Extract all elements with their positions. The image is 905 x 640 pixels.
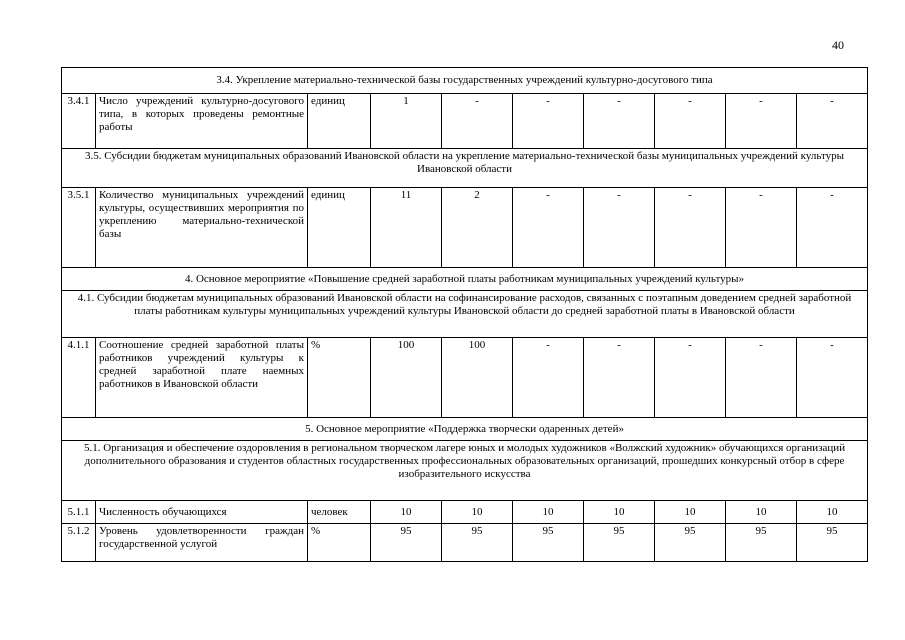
- indicators-table: [61, 67, 868, 562]
- indicator-value: 11: [371, 188, 442, 268]
- indicator-row: [62, 524, 868, 562]
- section-row: [62, 149, 868, 188]
- indicator-value: 100: [442, 338, 513, 418]
- indicator-unit: единиц: [308, 188, 371, 268]
- section-row: [62, 441, 868, 501]
- indicator-value: 95: [655, 524, 726, 562]
- indicator-value: 95: [584, 524, 655, 562]
- indicator-value: 10: [513, 501, 584, 524]
- indicator-value: 10: [726, 501, 797, 524]
- indicator-unit: %: [308, 524, 371, 562]
- indicator-value: 95: [726, 524, 797, 562]
- indicator-value: 10: [371, 501, 442, 524]
- indicator-value: -: [655, 338, 726, 418]
- indicator-number: 3.4.1: [62, 94, 96, 149]
- indicator-unit: человек: [308, 501, 371, 524]
- indicator-value: 100: [371, 338, 442, 418]
- indicator-value: 2: [442, 188, 513, 268]
- indicator-value: -: [442, 94, 513, 149]
- indicator-row: [62, 94, 868, 149]
- indicator-row: [62, 338, 868, 418]
- indicator-value: -: [584, 94, 655, 149]
- indicator-value: 10: [797, 501, 868, 524]
- indicator-value: 95: [442, 524, 513, 562]
- indicator-value: -: [726, 94, 797, 149]
- section-heading: 4. Основное мероприятие «Повышение средней заработной платы работникам муниципальных учреждений культуры»: [62, 268, 868, 291]
- indicator-name: Количество муниципальных учреждений культуры, осуществивших мероприятия по укреплению материально-технической базы: [96, 188, 308, 268]
- section-row: [62, 291, 868, 338]
- indicator-row: [62, 501, 868, 524]
- indicator-value: -: [655, 188, 726, 268]
- indicator-value: -: [655, 94, 726, 149]
- indicator-value: -: [726, 338, 797, 418]
- indicator-value: -: [584, 188, 655, 268]
- indicator-value: -: [797, 94, 868, 149]
- section-heading: 3.4. Укрепление материально-технической базы государственных учреждений культурно-досугового типа: [62, 68, 868, 94]
- indicator-value: -: [513, 188, 584, 268]
- indicator-value: 1: [371, 94, 442, 149]
- indicator-value: 95: [797, 524, 868, 562]
- indicator-value: 10: [442, 501, 513, 524]
- indicator-number: 4.1.1: [62, 338, 96, 418]
- section-heading: 4.1. Субсидии бюджетам муниципальных образований Ивановской области на софинансирование расходов, связанных с поэтапным доведением средней заработной платы работникам культуры муниципальных учреждений культуры Ивановской области до средней заработной платы в Ивановской области: [62, 291, 868, 338]
- section-row: [62, 268, 868, 291]
- indicator-unit: единиц: [308, 94, 371, 149]
- indicator-value: -: [797, 338, 868, 418]
- indicator-unit: %: [308, 338, 371, 418]
- indicator-value: 10: [655, 501, 726, 524]
- indicator-value: -: [797, 188, 868, 268]
- indicator-value: -: [513, 338, 584, 418]
- indicator-number: 5.1.1: [62, 501, 96, 524]
- page-number: 40: [832, 38, 844, 52]
- indicator-name: Численность обучающихся: [96, 501, 308, 524]
- indicator-row: [62, 188, 868, 268]
- indicator-value: 95: [513, 524, 584, 562]
- indicator-number: 5.1.2: [62, 524, 96, 562]
- indicator-number: 3.5.1: [62, 188, 96, 268]
- indicator-value: 10: [584, 501, 655, 524]
- indicator-value: 95: [371, 524, 442, 562]
- indicator-name: Число учреждений культурно-досугового типа, в которых проведены ремонтные работы: [96, 94, 308, 149]
- indicator-value: -: [584, 338, 655, 418]
- section-heading: 5. Основное мероприятие «Поддержка творчески одаренных детей»: [62, 418, 868, 441]
- indicator-name: Уровень удовлетворенности граждан государственной услугой: [96, 524, 308, 562]
- indicator-name: Соотношение средней заработной платы работников учреждений культуры к средней заработной плате наемных работников в Ивановской области: [96, 338, 308, 418]
- section-heading: 3.5. Субсидии бюджетам муниципальных образований Ивановской области на укрепление материально-технической базы муниципальных учреждений культуры Ивановской области: [62, 149, 868, 188]
- section-row: [62, 418, 868, 441]
- indicator-value: -: [726, 188, 797, 268]
- section-row: [62, 68, 868, 94]
- section-heading: 5.1. Организация и обеспечение оздоровления в региональном творческом лагере юных и молодых художников «Волжский художник» обучающихся организаций дополнительного образования и студентов областных государственных профессиональных образовательных организаций, прошедших конкурсный отбор в сфере изобразительного искусства: [62, 441, 868, 501]
- indicator-value: -: [513, 94, 584, 149]
